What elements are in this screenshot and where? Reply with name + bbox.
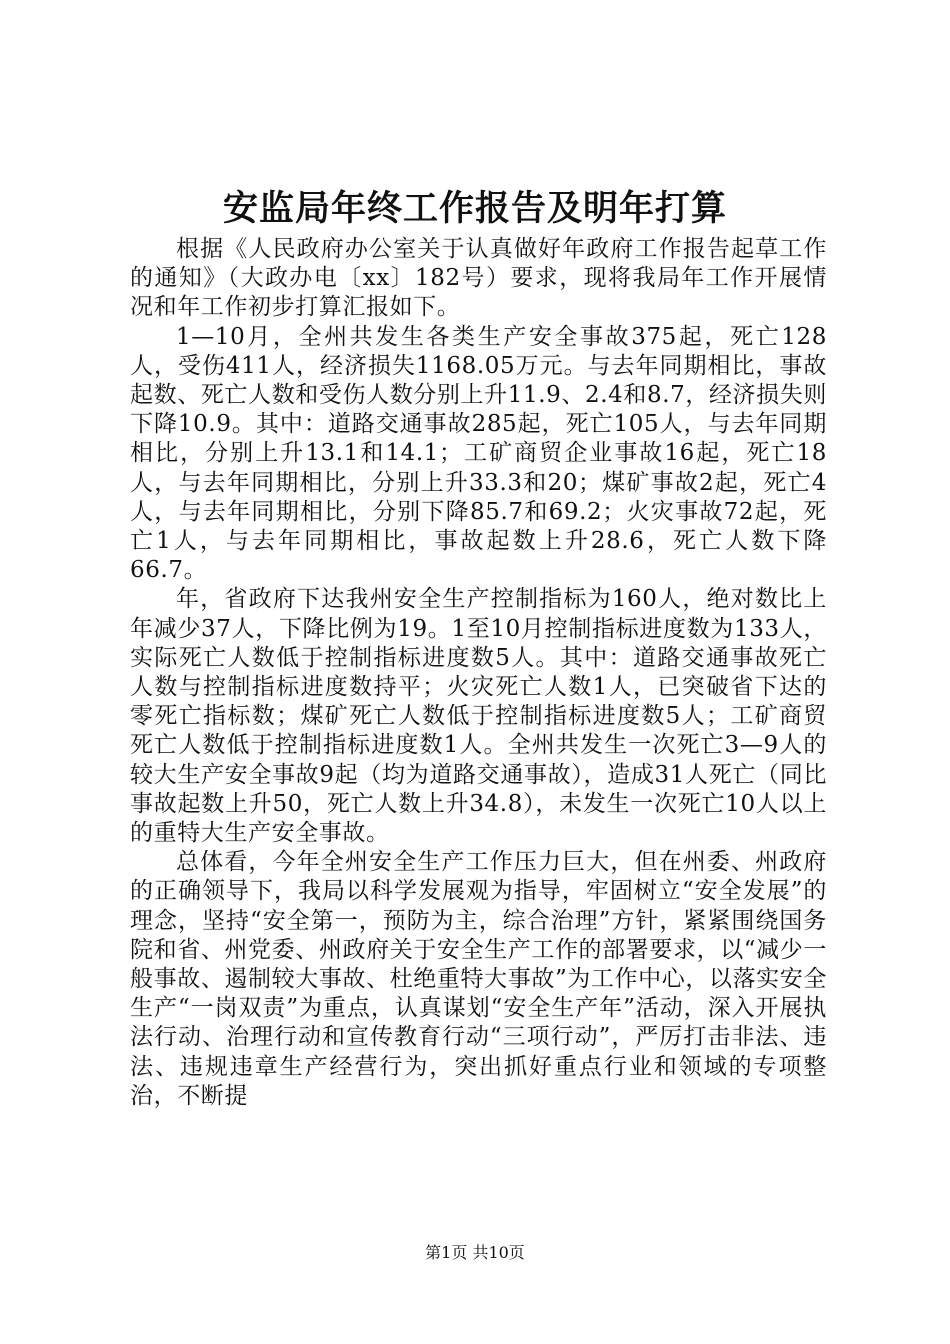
paragraph: 年，省政府下达我州安全生产控制指标为160人，绝对数比上年减少37人，下降比例为19。1至10月控制指标进度数为133人，实际死亡人数低于控制指标进度数5人。其中：道路交通事故死亡人数与控制指标进度数持平；火灾死亡人数1人，已突破省下达的零死亡指标数；煤矿死亡人数低于控制指标进度数5人；工矿商贸死亡人数低于控制指标进度数1人。全州共发生一次死亡3—9人的较大生产安全事故9起（均为道路交通事故），造成31人死亡（同比事故起数上升50，死亡人数上升34.8），未发生一次死亡10人以上的重特大生产安全事故。: [130, 586, 827, 847]
paragraph: 根据《人民政府办公室关于认真做好年政府工作报告起草工作的通知》（大政办电〔xx〕182号）要求，现将我局年工作开展情况和年工作初步打算汇报如下。: [130, 236, 827, 321]
paragraph: 1—10月，全州共发生各类生产安全事故375起，死亡128人，受伤411人，经济损失1168.05万元。与去年同期相比，事故起数、死亡人数和受伤人数分别上升11.9、2.4和8.7，经济损失则下降10.9。其中：道路交通事故285起，死亡105人，与去年同期相比，分别上升13.1和14.1；工矿商贸企业事故16起，死亡18人，与去年同期相比，分别上升33.3和20；煤矿事故2起，死亡4人，与去年同期相比，分别下降85.7和69.2；火灾事故72起，死亡1人，与去年同期相比，事故起数上升28.6，死亡人数下降66.7。: [130, 323, 827, 584]
paragraph: 总体看，今年全州安全生产工作压力巨大，但在州委、州政府的正确领导下，我局以科学发展观为指导，牢固树立“安全发展”的理念，坚持“安全第一，预防为主，综合治理”方针，紧紧围绕国务院和省、州党委、州政府关于安全生产工作的部署要求，以“减少一般事故、遏制较大事故、杜绝重特大事故”为工作中心，以落实安全生产“一岗双责”为重点，认真谋划“安全生产年”活动，深入开展执法行动、治理行动和宣传教育行动“三项行动”，严厉打击非法、违法、违规违章生产经营行为，突出抓好重点行业和领域的专项整治，不断提: [130, 849, 827, 1109]
page-number-footer: 第1页 共10页: [425, 1243, 525, 1262]
document-body: [130, 235, 827, 1111]
document-title: 安监局年终工作报告及明年打算: [222, 188, 727, 229]
